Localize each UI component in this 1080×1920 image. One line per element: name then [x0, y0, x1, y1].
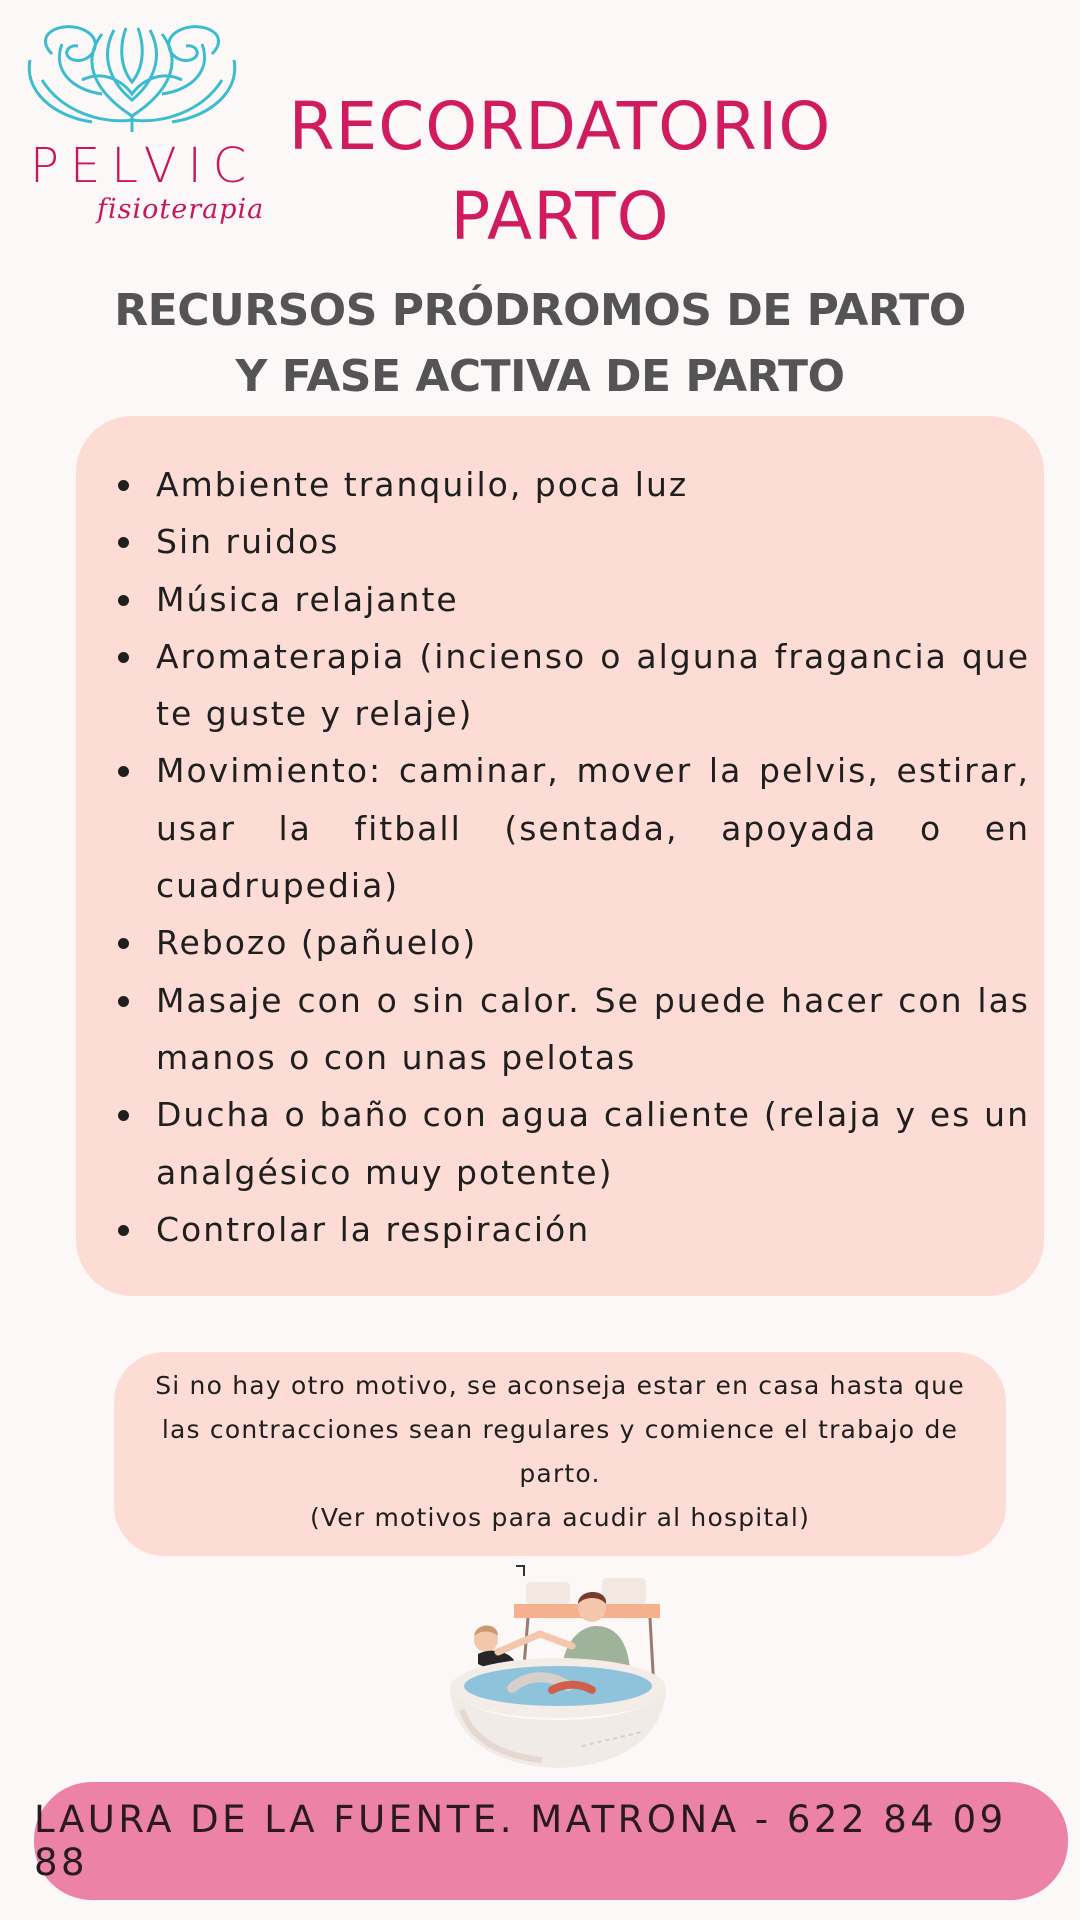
- contact-footer: [34, 1782, 1068, 1900]
- pelvic-logo: [22, 20, 265, 230]
- contact-text: LAURA DE LA FUENTE. MATRONA - 622 84 09 88: [34, 1798, 1007, 1884]
- list-item: Ducha o baño con agua caliente (relaja y es un analgésico muy potente): [156, 1086, 1030, 1201]
- list-item: Sin ruidos: [156, 513, 1030, 570]
- title-line-1: RECORDATORIO: [288, 88, 832, 165]
- advice-text: Si no hay otro motivo, se aconseja estar en casa hasta que las contracciones sean regulares y comience el trabajo de parto.: [155, 1371, 965, 1488]
- resources-list: [80, 456, 1030, 1258]
- section-heading-line-2: Y FASE ACTIVA DE PARTO: [235, 351, 845, 402]
- list-item: Música relajante: [156, 571, 1030, 628]
- logo-tagline: fisioterapia: [97, 194, 265, 225]
- list-item: Masaje con o sin calor. Se puede hacer con las manos o con unas pelotas: [156, 972, 1030, 1087]
- list-item: Movimiento: caminar, mover la pelvis, estirar, usar la fitball (sentada, apoyada o en cuadrupedia): [156, 742, 1030, 914]
- logo-wordmark: PELVIC: [30, 138, 258, 194]
- section-heading-line-1: RECURSOS PRÓDROMOS DE PARTO: [114, 285, 966, 336]
- list-item: Rebozo (pañuelo): [156, 914, 1030, 971]
- section-heading: [80, 278, 1000, 410]
- list-item: Aromaterapia (incienso o alguna fragancia que te guste y relaje): [156, 628, 1030, 743]
- logo-ornament-icon: [22, 20, 242, 140]
- list-item: Ambiente tranquilo, poca luz: [156, 456, 1030, 513]
- list-item: Controlar la respiración: [156, 1201, 1030, 1258]
- advice-note: [114, 1352, 1006, 1556]
- page-title: [240, 82, 880, 262]
- hospital-reasons-link[interactable]: (Ver motivos para acudir al hospital): [309, 1503, 811, 1532]
- title-line-2: PARTO: [450, 178, 670, 255]
- illustration-icon: [432, 1560, 682, 1780]
- birth-pool-couple-illustration: [432, 1560, 682, 1780]
